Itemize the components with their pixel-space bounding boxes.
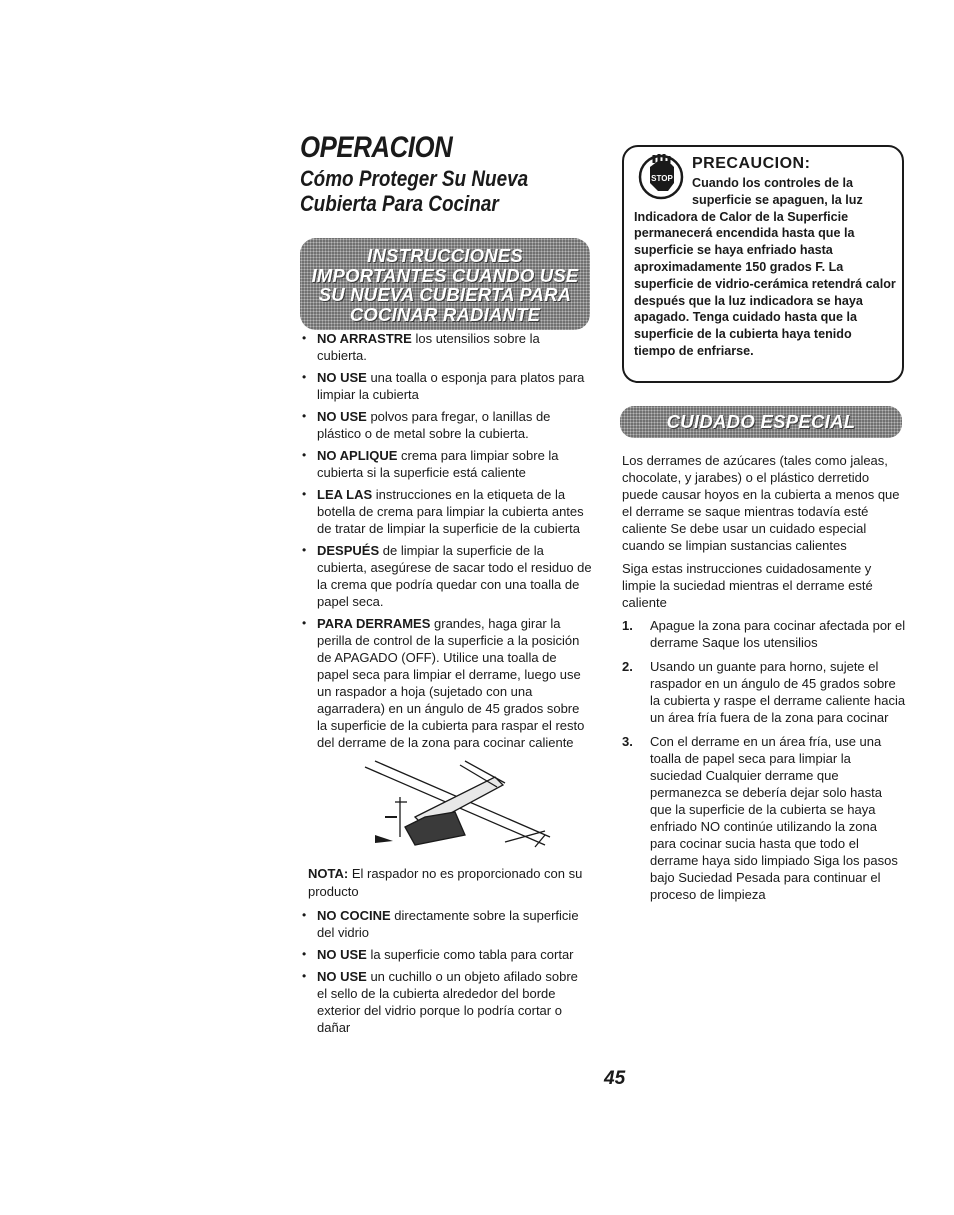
list-item: • NO ARRASTRE los utensilios sobre la cubierta.: [300, 330, 592, 364]
warning-bullet-list: [300, 907, 592, 1036]
special-care-banner: [620, 406, 902, 438]
caution-body: Cuando los controles de la superficie se apaguen, la luz Indicadora de Calor de la Superficie permanecerá encendida hasta que la superficie se haya enfriado hasta aproximadamente 150 grados F. La superficie de vidrio-cerámica retendrá calor después que la luz indicadora se haya apagado. Tenga cuidado hasta que la superficie de la cubierta haya tenido tiempo de enfriarse.: [634, 176, 896, 358]
subtitle-line-2: Cubierta Para Cocinar: [300, 191, 499, 216]
list-item: • PARA DERRAMES grandes, haga girar la perilla de control de la superficie a la posición de APAGADO (OFF). Utilice una toalla de papel seca para limpiar el derrame, luego use un raspador a hoja (sujetado con una agarradera) en un ángulo de 45 grados sobre la superficie de la cubierta para raspar el resto del derrame de la zona para cocinar caliente: [300, 615, 592, 751]
section-title: OPERACION: [300, 131, 453, 164]
note-paragraph: [308, 865, 594, 901]
list-item: 1. Apague la zona para cocinar afectada por el derrame Saque los utensilios: [622, 618, 906, 650]
banner-line-4: COCINAR RADIANTE: [349, 303, 541, 325]
list-item: • NO USE la superficie como tabla para cortar: [300, 946, 589, 963]
list-item: • NO APLIQUE crema para limpiar sobre la cubierta si la superficie está caliente: [300, 447, 592, 481]
section-subtitle: [300, 166, 558, 216]
instructions-banner: [300, 238, 590, 330]
list-item: • LEA LAS instrucciones en la etiqueta de la botella de crema para limpiar la cubierta antes de tratar de limpiar la superficie de la cubierta: [300, 486, 592, 537]
caution-title: PRECAUCION:: [692, 155, 811, 172]
caution-box: [622, 145, 904, 383]
banner-line-1: INSTRUCCIONES: [367, 245, 523, 266]
note-label: NOTA:: [308, 866, 349, 881]
list-item: • NO USE una toalla o esponja para platos para limpiar la cubierta: [300, 369, 592, 403]
special-care-steps: [622, 617, 906, 903]
banner-line-3: SU NUEVA CUBIERTA PARA: [318, 284, 572, 305]
note-text: El raspador no es proporcionado con su producto: [308, 866, 583, 899]
list-item: • NO USE polvos para fregar, o lanillas de plástico o de metal sobre la cubierta.: [300, 408, 592, 442]
special-care-section: [622, 452, 906, 910]
page-number: 45: [604, 1068, 626, 1089]
special-care-paragraph-2: Siga estas instrucciones cuidadosamente y limpie la suciedad mientras el derrame esté caliente: [622, 561, 873, 610]
scraper-illustration: [345, 757, 565, 857]
list-item: • NO USE un cuchillo o un objeto afilado sobre el sello de la cubierta alrededor del borde exterior del vidrio porque lo podría cortar o dañar: [300, 968, 589, 1036]
cleaning-bullet-list: [300, 330, 592, 751]
special-care-paragraph-1: Los derrames de azúcares (tales como jaleas, chocolate, y jarabes) o el plástico derretido puede causar hoyos en la cubierta a menos que el derrame se saque mientras todavía esté caliente Se debe usar un cuidado especial cuando se limpian sustancias calientes: [622, 453, 900, 553]
list-item: 2. Usando un guante para horno, sujete el raspador en un ángulo de 45 grados sobre la cubierta y raspe el derrame caliente hacia un área fría fuera de la zona para cocinar: [622, 659, 906, 725]
svg-text:STOP: STOP: [651, 174, 673, 183]
special-care-label: CUIDADO ESPECIAL: [666, 411, 856, 432]
left-column: [300, 132, 592, 1041]
list-item: • DESPUÉS de limpiar la superficie de la cubierta, asegúrese de sacar todo el residuo de la crema que podría quedar con una toalla de papel seca.: [300, 542, 592, 610]
list-item: 3. Con el derrame en un área fría, use una toalla de papel seca para limpiar la suciedad Cualquier derrame que permanezca se debería dejar solo hasta que la superficie de la cubierta se haya enfriado NO continúe utilizando la zona para cocinar sucia hasta que todo el derrame haya sido limpiado Siga los pasos bajo Suciedad Pesada para continuar el proceso de limpieza: [622, 734, 898, 902]
list-item: • NO COCINE directamente sobre la superficie del vidrio: [300, 907, 589, 941]
banner-line-2: IMPORTANTES CUANDO USE: [311, 264, 579, 286]
subtitle-line-1: Cómo Proteger Su Nueva: [300, 166, 529, 191]
